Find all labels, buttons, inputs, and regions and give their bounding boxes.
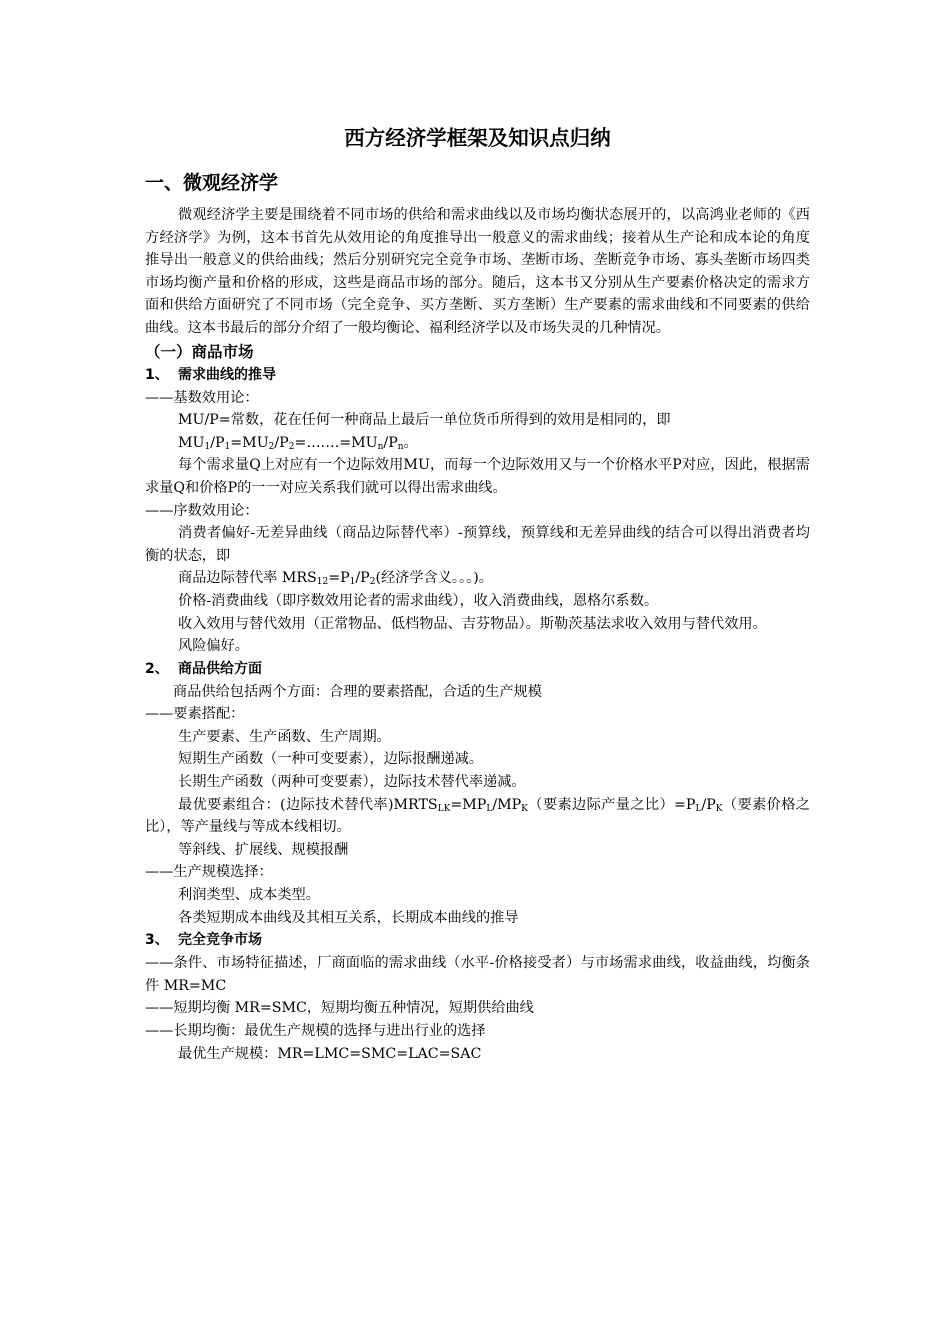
ordinal-utility-label: ——序数效用论： bbox=[145, 502, 259, 519]
ordinal-utility-paragraph: 消费者偏好-无差异曲线（商品边际替代率）-预算线，预算线和无差异曲线的结合可以得出消费者均衡的状态，即 bbox=[145, 525, 810, 564]
cardinal-utility-paragraph: 每个需求量Q上对应有一个边际效用MU，而每一个边际效用又与一个价格水平P对应，因此，根据需求量Q和价格P的一一对应关系我们就可以得出需求曲线。 bbox=[145, 457, 810, 496]
supply-line: 生产要素、生产函数、生产周期。 bbox=[178, 728, 391, 745]
price-consumption-curve: 价格-消费曲线（即序数效用论者的需求曲线），收入消费曲线，恩格尔系数。 bbox=[178, 592, 659, 609]
supply-line: 各类短期成本曲线及其相互关系，长期成本曲线的推导 bbox=[178, 909, 519, 926]
cardinal-utility-label: ——基数效用论： bbox=[145, 389, 259, 406]
competition-line: 最优生产规模：MR=LMC=SMC=LAC=SAC bbox=[178, 1045, 482, 1062]
micro-intro-paragraph: 微观经济学主要是围绕着不同市场的供给和需求曲线以及市场均衡状态展开的，以高鸿业老师的《西方经济学》为例，这本书首先从效用论的角度推导出一般意义的需求曲线；接着从生产论和成本论的角度推导出一般意义的供给曲线；然后分别研究完全竞争市场、垄断市场、垄断竞争市场、寡头垄断市场四类市场均衡产量和价格的形成，这些是商品市场的部分。随后，这本书又分别从生产要素价格决定的需求方面和供给方面研究了不同市场（完全竞争、买方垄断、买方垄断）生产要素的需求曲线和不同要素的供给曲线。这本书最后的部分介绍了一般均衡论、福利经济学以及市场失灵的几种情况。 bbox=[145, 207, 810, 336]
competition-line: ——长期均衡：最优生产规模的选择与进出行业的选择 bbox=[145, 1023, 486, 1039]
subsection-number: 2、 bbox=[145, 660, 169, 677]
subsection-title: 需求曲线的推导 bbox=[178, 366, 276, 383]
subsection-number: 3、 bbox=[145, 932, 169, 949]
subsection-title: 商品供给方面 bbox=[178, 660, 262, 677]
subsection-title: 完全竞争市场 bbox=[178, 932, 262, 949]
supply-intro: 商品供给包括两个方面：合理的要素搭配，合适的生产规模 bbox=[173, 683, 542, 700]
part-heading-micro: 一、微观经济学 bbox=[145, 172, 279, 194]
supply-line: 等斜线、扩展线、规模报酬 bbox=[178, 841, 349, 858]
cardinal-utility-rule: MU/P=常数，花在任何一种商品上最后一单位货币所得到的效用是相同的，即 bbox=[178, 412, 671, 429]
competition-line: ——条件、市场特征描述，厂商面临的需求曲线（水平-价格接受者）与市场需求曲线，收益曲线，均衡条件 MR=MC bbox=[145, 955, 810, 994]
supply-line: 短期生产函数（一种可变要素），边际报酬递减。 bbox=[178, 751, 484, 768]
subsection-number: 1、 bbox=[145, 366, 169, 383]
supply-line: 长期生产函数（两种可变要素），边际技术替代率递减。 bbox=[178, 774, 526, 791]
competition-line: ——短期均衡 MR=SMC，短期均衡五种情况，短期供给曲线 bbox=[145, 1000, 534, 1017]
equimarginal-formula: $MU_1/P_1=MU_2/P_2=\dots\dots.=MU_n/P_n$。 bbox=[178, 434, 418, 452]
section-heading-commodity-market: （一）商品市场 bbox=[145, 342, 254, 361]
risk-preference: 风险偏好。 bbox=[178, 638, 249, 655]
subsection-heading-supply bbox=[145, 658, 810, 681]
subsection-heading-competition bbox=[145, 929, 810, 952]
subsection-heading-demand bbox=[145, 364, 810, 387]
supply-line: 利润类型、成本类型。 bbox=[178, 887, 320, 904]
mrs-formula: 商品边际替代率 $MRS_{12}=P_1/P_2$(经济学含义。。。)。 bbox=[178, 570, 493, 588]
document-page bbox=[145, 122, 810, 1065]
document-title: 西方经济学框架及知识点归纳 bbox=[344, 126, 611, 150]
income-substitution-effect: 收入效用与替代效用（正常物品、低档物品、吉芬物品）。斯勒茨基法求收入效用与替代效用。 bbox=[178, 615, 767, 632]
scale-selection-label: ——生产规模选择： bbox=[145, 864, 273, 881]
optimal-factor-combination: 最优要素组合：(边际技术替代率)$MRTS_{LK}=MP_L/MP_K$（要素边际产量之比）$=P_L/P_K$（要素价格之比），等产量线与等成本线相切。 bbox=[145, 796, 810, 836]
factor-combination-label: ——要素搭配： bbox=[145, 706, 245, 723]
